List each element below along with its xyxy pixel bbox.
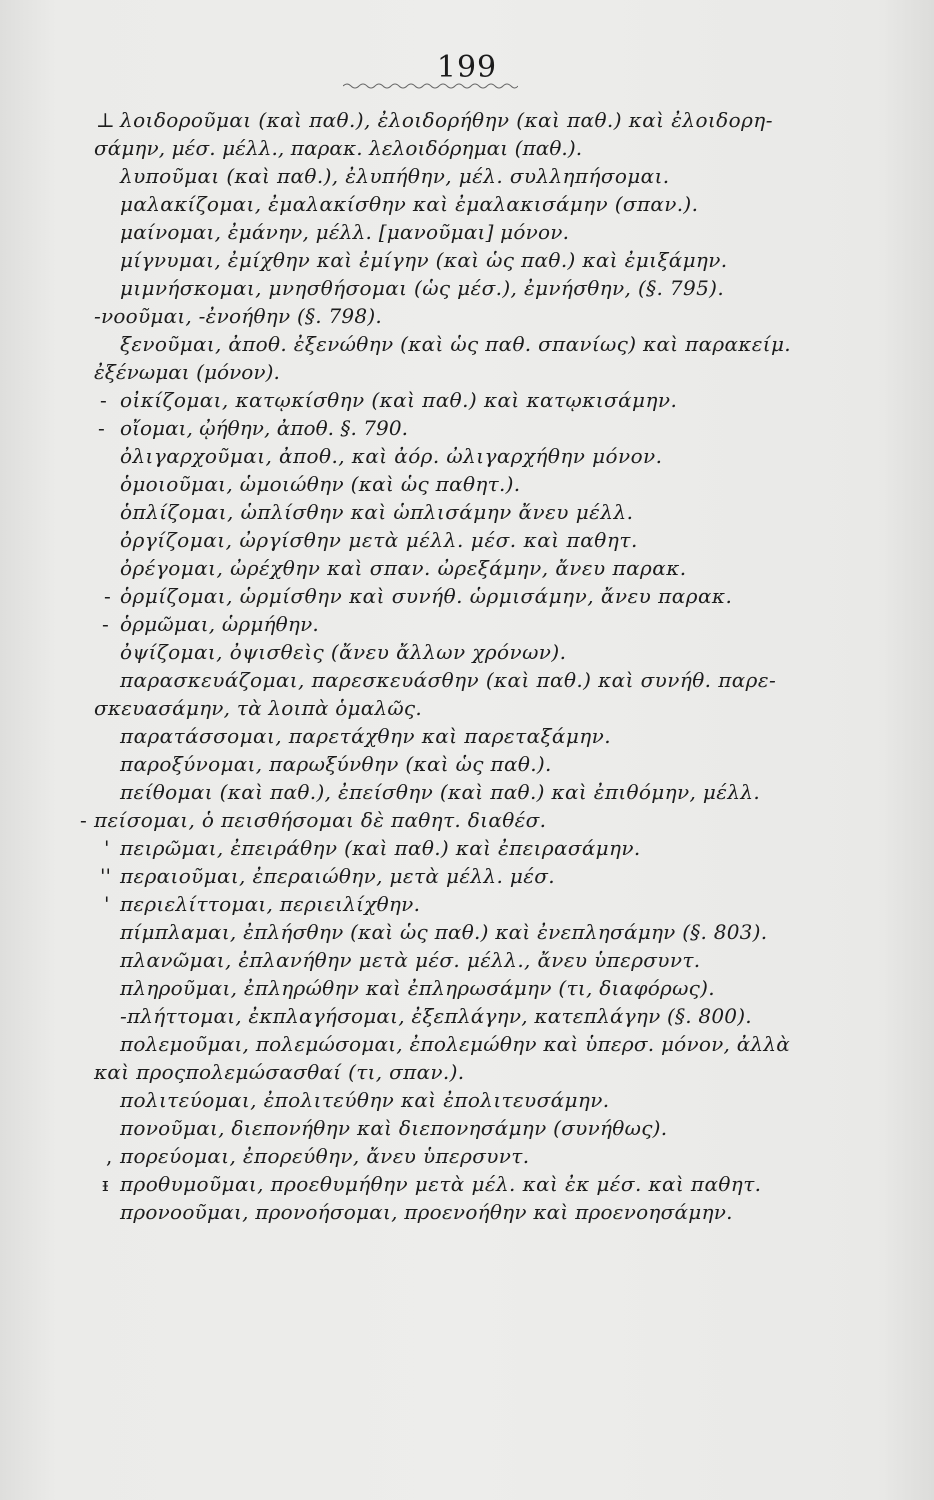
text-line: πλανῶμαι, ἐπλανήθην μετὰ μέσ. μέλλ., ἄνευ ὑπερσυντ. xyxy=(120,948,701,972)
text-line: ὁμοιοῦμαι, ὡμοιώθην (καὶ ὡς παθητ.). xyxy=(120,472,521,496)
text-line: περιελίττομαι, περιειλίχθην. xyxy=(120,892,421,916)
text-line: πειρῶμαι, ἐπειράθην (καὶ παθ.) καὶ ἐπειρασάμην. xyxy=(120,836,641,860)
margin-mark: ᵻ xyxy=(102,1172,109,1196)
text-line: ὀψίζομαι, ὀψισθεὶς (ἄνευ ἄλλων χρόνων). xyxy=(120,640,567,664)
text-line: πορεύομαι, ἐπορεύθην, ἄνευ ὑπερσυντ. xyxy=(120,1144,530,1168)
text-line: καὶ προςπολεμώσασθαί (τι, σπαν.). xyxy=(94,1060,465,1084)
text-line: πείθομαι (καὶ παθ.), ἐπείσθην (καὶ παθ.) καὶ ἐπιθόμην, μέλλ. xyxy=(120,780,761,804)
margin-mark: - xyxy=(98,416,105,440)
text-line: ξενοῦμαι, ἀποθ. ἐξενώθην (καὶ ὡς παθ. σπανίως) καὶ παρακείμ. xyxy=(120,332,791,356)
text-line: μιμνήσκομαι, μνησθήσομαι (ὡς μέσ.), ἐμνήσθην, (§. 795). xyxy=(120,276,725,300)
text-line: ὀρέγομαι, ὠρέχθην καὶ σπαν. ὠρεξάμην, ἄνευ παρακ. xyxy=(120,556,687,580)
text-line: -νοοῦμαι, -ἐνοήθην (§. 798). xyxy=(94,304,382,328)
text-line: λυποῦμαι (καὶ παθ.), ἐλυπήθην, μέλ. συλληπήσομαι. xyxy=(120,164,670,188)
margin-mark: - xyxy=(104,584,111,608)
text-line: ἐξένωμαι (μόνον). xyxy=(94,360,280,384)
margin-mark: - xyxy=(102,612,109,636)
text-line: σκευασάμην, τὰ λοιπὰ ὁμαλῶς. xyxy=(94,696,422,720)
text-line: προθυμοῦμαι, προεθυμήθην μετὰ μέλ. καὶ ἐκ μέσ. καὶ παθητ. xyxy=(120,1172,762,1196)
text-line: μαίνομαι, ἐμάνην, μέλλ. [μανοῦμαι] μόνον. xyxy=(120,220,570,244)
text-line: σάμην, μέσ. μέλλ., παρακ. λελοιδόρημαι (παθ.). xyxy=(94,136,583,160)
text-line: ὀλιγαρχοῦμαι, ἀποθ., καὶ ἀόρ. ὠλιγαρχήθην μόνον. xyxy=(120,444,663,468)
text-line: οἴομαι, ᾠήθην, ἀποθ. §. 790. xyxy=(120,416,408,440)
page-number: 199 xyxy=(436,50,498,85)
text-line: ὁρμίζομαι, ὡρμίσθην καὶ συνήθ. ὡρμισάμην, ἄνευ παρακ. xyxy=(120,584,733,608)
text-line: παροξύνομαι, παρωξύνθην (καὶ ὡς παθ.). xyxy=(120,752,552,776)
wavy-rule-ornament xyxy=(343,82,518,90)
margin-mark: '' xyxy=(100,864,111,888)
text-line: ὀργίζομαι, ὠργίσθην μετὰ μέλλ. μέσ. καὶ παθητ. xyxy=(120,528,638,552)
text-line: παρατάσσομαι, παρετάχθην καὶ παρεταξάμην. xyxy=(120,724,612,748)
margin-mark: , xyxy=(106,1144,113,1168)
text-line: πονοῦμαι, διεπονήθην καὶ διεπονησάμην (συνήθως). xyxy=(120,1116,668,1140)
text-line: πείσομαι, ὁ πεισθήσομαι δὲ παθητ. διαθέσ. xyxy=(94,808,547,832)
margin-mark: ⊥ xyxy=(96,108,115,132)
text-line: -πλήττομαι, ἐκπλαγήσομαι, ἐξεπλάγην, κατεπλάγην (§. 800). xyxy=(120,1004,752,1028)
text-line: λοιδοροῦμαι (καὶ παθ.), ἐλοιδορήθην (καὶ παθ.) καὶ ἐλοιδορη- xyxy=(120,108,773,132)
text-line: παρασκευάζομαι, παρεσκευάσθην (καὶ παθ.) καὶ συνήθ. παρε- xyxy=(120,668,777,692)
text-line: πολιτεύομαι, ἐπολιτεύθην καὶ ἐπολιτευσάμην. xyxy=(120,1088,610,1112)
text-line: πολεμοῦμαι, πολεμώσομαι, ἐπολεμώθην καὶ ὑπερσ. μόνον, ἀλλὰ xyxy=(120,1032,791,1056)
margin-mark: - xyxy=(100,388,107,412)
margin-mark: - xyxy=(80,808,87,832)
text-line: μίγνυμαι, ἐμίχθην καὶ ἐμίγην (καὶ ὡς παθ.) καὶ ἐμιξάμην. xyxy=(120,248,728,272)
text-line: μαλακίζομαι, ἐμαλακίσθην καὶ ἐμαλακισάμην (σπαν.). xyxy=(120,192,699,216)
margin-mark: ' xyxy=(104,836,110,860)
text-line: ὁπλίζομαι, ὡπλίσθην καὶ ὡπλισάμην ἄνευ μέλλ. xyxy=(120,500,634,524)
text-line: ὁρμῶμαι, ὡρμήθην. xyxy=(120,612,319,636)
text-line: πίμπλαμαι, ἐπλήσθην (καὶ ὡς παθ.) καὶ ἐνεπλησάμην (§. 803). xyxy=(120,920,768,944)
margin-mark: ' xyxy=(104,892,110,916)
text-line: περαιοῦμαι, ἐπεραιώθην, μετὰ μέλλ. μέσ. xyxy=(120,864,556,888)
text-line: οἰκίζομαι, κατῳκίσθην (καὶ παθ.) καὶ κατῳκισάμην. xyxy=(120,388,678,412)
text-line: πληροῦμαι, ἐπληρώθην καὶ ἐπληρωσάμην (τι, διαφόρως). xyxy=(120,976,715,1000)
text-line: προνοοῦμαι, προνοήσομαι, προενοήθην καὶ προενοησάμην. xyxy=(120,1200,733,1224)
